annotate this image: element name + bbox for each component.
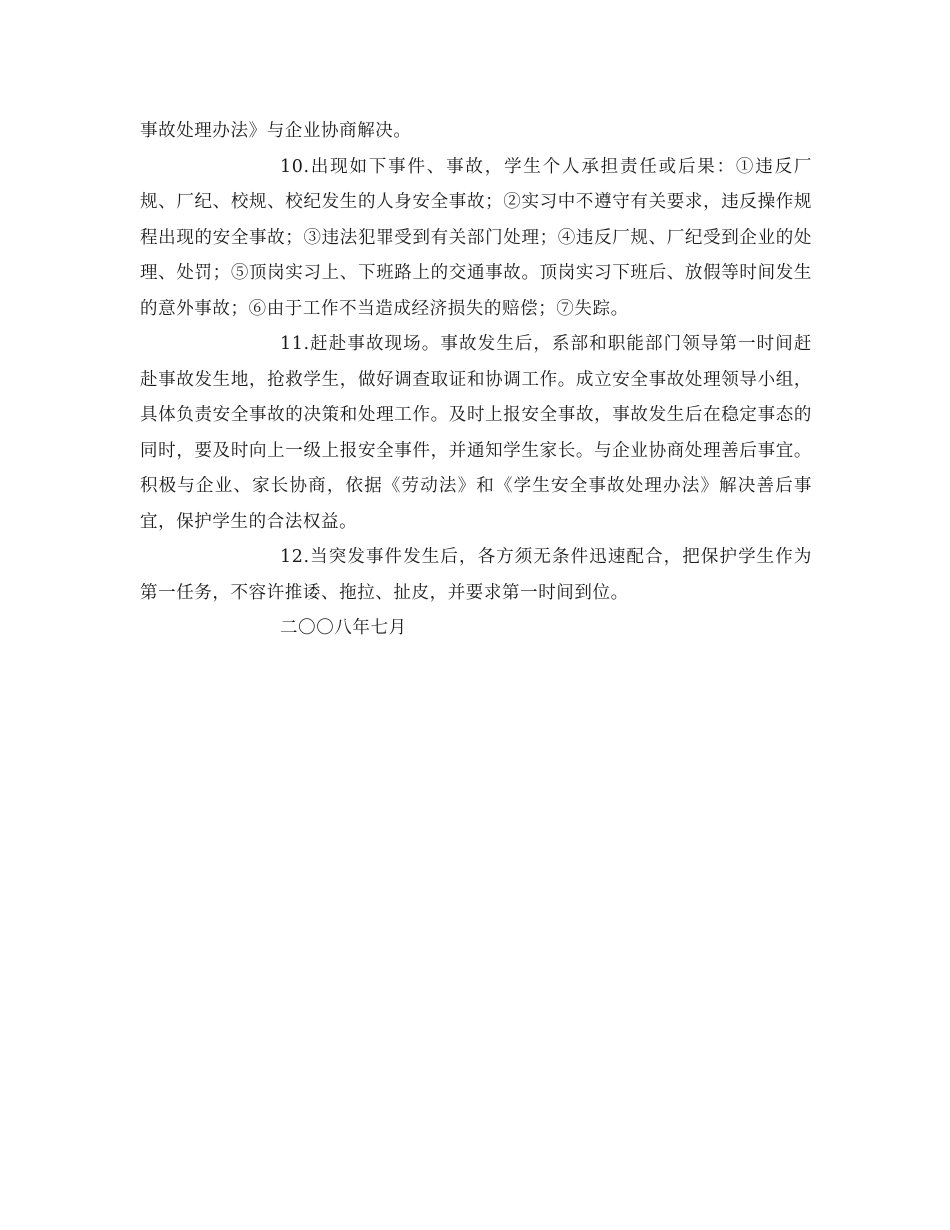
document-date: 二〇〇八年七月: [280, 618, 407, 638]
paragraph-item-12: 12.当突发事件发生后，各方须无条件迅速配合，把保护学生作为第一任务，不容许推诿、拖拉、扯皮，并要求第一时间到位。: [140, 547, 812, 603]
paragraph-item-10: 10.出现如下事件、事故，学生个人承担责任或后果：①违反厂规、厂纪、校规、校纪发生的人身安全事故；②实习中不遵守有关要求，违反操作规程出现的安全事故；③违法犯罪受到有关部门处理；④违反厂规、厂纪受到企业的处理、处罚；⑤顶岗实习上、下班路上的交通事故。顶岗实习下班后、放假等时间发生的意外事故；⑥由于工作不当造成经济损失的赔偿；⑦失踪。: [140, 156, 812, 319]
document-body: [140, 114, 812, 647]
paragraph-continuation: 事故处理办法》与企业协商解决。: [140, 121, 412, 141]
paragraph-item-11: 11.赶赴事故现场。事故发生后，系部和职能部门领导第一时间赶赴事故发生地，抢救学生，做好调查取证和协调工作。成立安全事故处理领导小组，具体负责安全事故的决策和处理工作。及时上报安全事故，事故发生后在稳定事态的同时，要及时向上一级上报安全事件，并通知学生家长。与企业协商处理善后事宜。积极与企业、家长协商，依据《劳动法》和《学生安全事故处理办法》解决善后事宜，保护学生的合法权益。: [140, 334, 812, 532]
